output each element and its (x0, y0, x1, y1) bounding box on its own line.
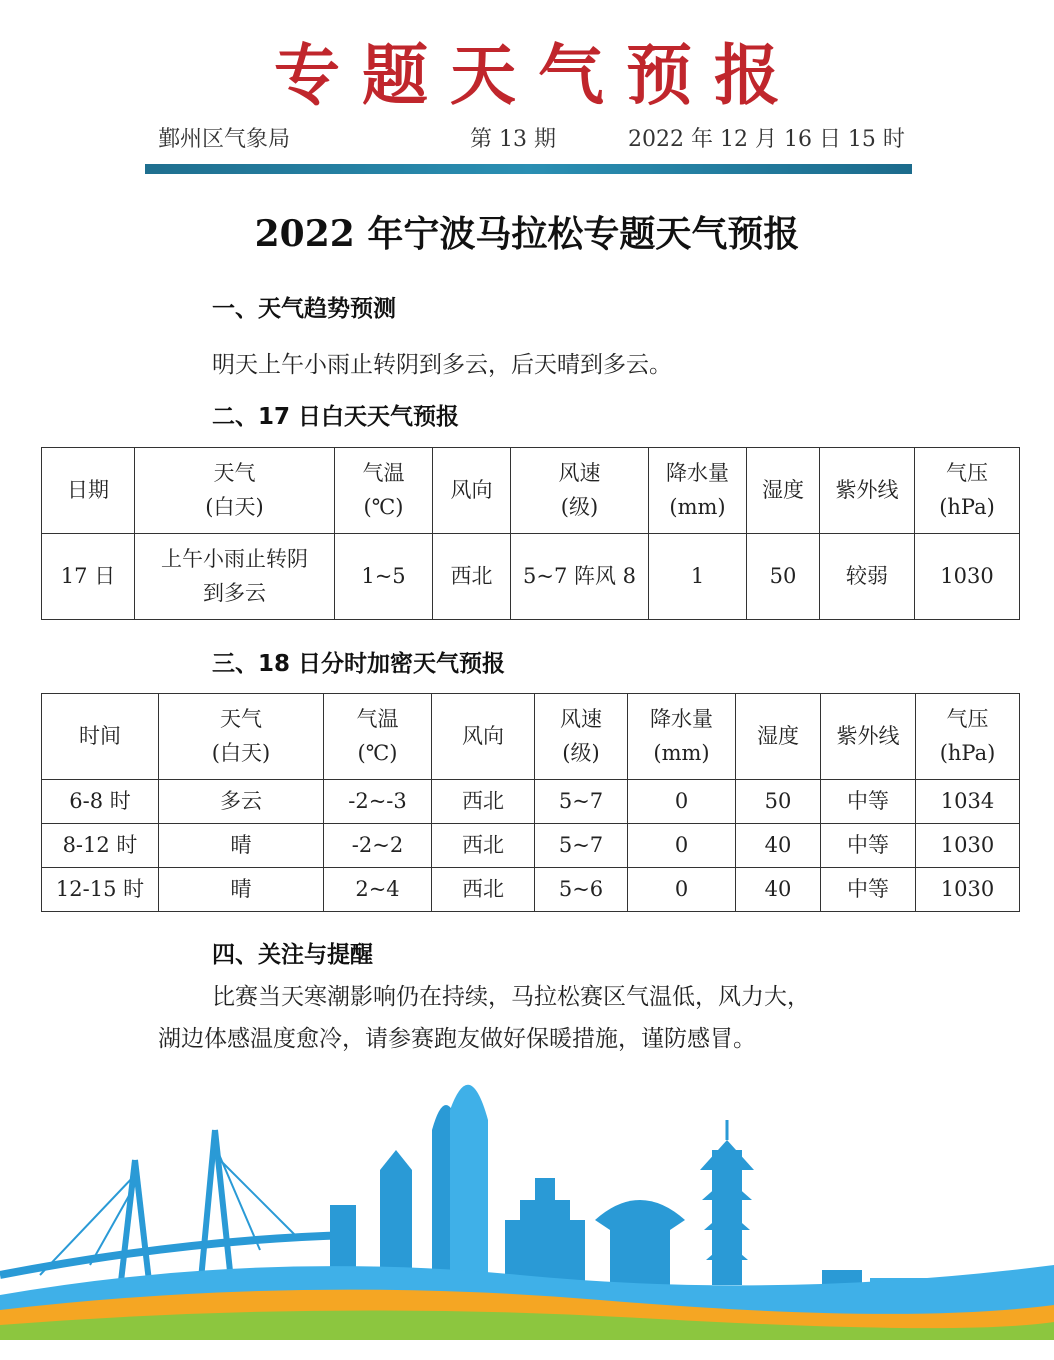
section-3-heading: 三、18 日分时加密天气预报 (212, 651, 506, 677)
precip-cell: 0 (628, 868, 736, 912)
wind-dir-cell: 西北 (432, 824, 535, 868)
city-skyline-illustration (0, 1060, 1054, 1340)
table-header-row (42, 694, 1020, 780)
temp-cell: -2~-3 (324, 780, 432, 824)
pressure-cell: 1030 (916, 868, 1020, 912)
header-cell: 湿度 (736, 694, 821, 780)
time-cell: 12-15 时 (42, 868, 159, 912)
section-1-text: 明天上午小雨止转阴到多云，后天晴到多云。 (212, 352, 672, 378)
header-cell: 天气 (白天) (159, 694, 324, 780)
humidity-cell: 40 (736, 868, 821, 912)
pressure-cell: 1034 (916, 780, 1020, 824)
header-cell: 气压 (hPa) (915, 448, 1020, 534)
issuer: 鄞州区气象局 (158, 127, 291, 152)
temp-cell: 2~4 (324, 868, 432, 912)
uv-cell: 较弱 (820, 534, 915, 620)
uv-cell: 中等 (821, 780, 916, 824)
header-cell: 气温 (℃) (324, 694, 432, 780)
weather-cell: 晴 (159, 868, 324, 912)
document-title: 2022 年宁波马拉松专题天气预报 (254, 213, 800, 255)
wind-dir-cell: 西北 (432, 780, 535, 824)
header-cell: 紫外线 (821, 694, 916, 780)
masthead-title: 专题天气预报 (274, 37, 802, 114)
header-cell: 湿度 (747, 448, 820, 534)
table-header-row (42, 448, 1020, 534)
header-cell: 气温 (℃) (335, 448, 433, 534)
header-cell: 风速 (级) (535, 694, 628, 780)
section-1-heading: 一、天气趋势预测 (212, 296, 396, 322)
header-cell: 紫外线 (820, 448, 915, 534)
humidity-cell: 50 (736, 780, 821, 824)
wind-speed-cell: 5~7 (535, 780, 628, 824)
section-4-text-line2: 湖边体感温度愈冷，请参赛跑友做好保暖措施，谨防感冒。 (158, 1026, 756, 1052)
precip-cell: 0 (628, 824, 736, 868)
header-cell: 天气 (白天) (135, 448, 335, 534)
table-row (42, 780, 1020, 824)
wind-speed-cell: 5~6 (535, 868, 628, 912)
pressure-cell: 1030 (915, 534, 1020, 620)
time-cell: 8-12 时 (42, 824, 159, 868)
uv-cell: 中等 (821, 868, 916, 912)
issue-datetime: 2022 年 12 月 16 日 15 时 (628, 127, 905, 152)
section-4-heading: 四、关注与提醒 (212, 942, 373, 968)
hourly-forecast-table (41, 693, 1020, 912)
wind-dir-cell: 西北 (433, 534, 511, 620)
table-row (42, 824, 1020, 868)
weather-cell: 多云 (159, 780, 324, 824)
temp-cell: 1~5 (335, 534, 433, 620)
table-row (42, 534, 1020, 620)
header-cell: 风向 (433, 448, 511, 534)
weather-cell: 上午小雨止转阴 到多云 (135, 534, 335, 620)
header-cell: 时间 (42, 694, 159, 780)
table-row (42, 868, 1020, 912)
header-cell: 风速 (级) (511, 448, 649, 534)
section-2-heading: 二、17 日白天天气预报 (212, 404, 460, 430)
temp-cell: -2~2 (324, 824, 432, 868)
wind-speed-cell: 5~7 阵风 8 (511, 534, 649, 620)
header-cell: 降水量 (mm) (649, 448, 747, 534)
pressure-cell: 1030 (916, 824, 1020, 868)
header-cell: 风向 (432, 694, 535, 780)
uv-cell: 中等 (821, 824, 916, 868)
wind-speed-cell: 5~7 (535, 824, 628, 868)
wind-dir-cell: 西北 (432, 868, 535, 912)
header-cell: 日期 (42, 448, 135, 534)
daytime-forecast-table (41, 447, 1020, 620)
humidity-cell: 40 (736, 824, 821, 868)
section-4-text-line1: 比赛当天寒潮影响仍在持续，马拉松赛区气温低，风力大， (212, 984, 810, 1010)
precip-cell: 1 (649, 534, 747, 620)
humidity-cell: 50 (747, 534, 820, 620)
header-cell: 降水量 (mm) (628, 694, 736, 780)
header-cell: 气压 (hPa) (916, 694, 1020, 780)
date-cell: 17 日 (42, 534, 135, 620)
header-divider (145, 164, 912, 174)
precip-cell: 0 (628, 780, 736, 824)
time-cell: 6-8 时 (42, 780, 159, 824)
issue-number: 第 13 期 (470, 127, 556, 152)
weather-cell: 晴 (159, 824, 324, 868)
